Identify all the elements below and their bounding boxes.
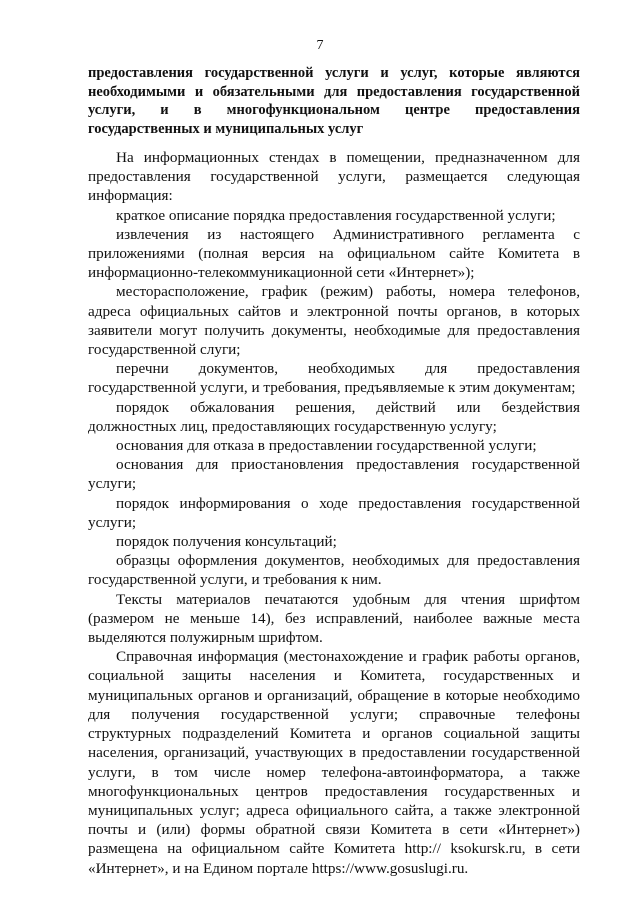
list-item: порядок обжалования решения, действий или бездействия должностных лиц, предоставляющих государственную услугу;: [88, 398, 580, 435]
list-item: порядок получения консультаций;: [116, 533, 337, 551]
paragraph: На информационных стендах в помещении, предназначенном для предоставления государственной услуги, размещается следующая информация:: [88, 149, 580, 205]
list-item: месторасположение, график (режим) работы, номера телефонов, адреса официальных сайтов и электронной почты органов, в которых заявители могут получить документы, необходимые для предоставления государственной слуги;: [88, 283, 580, 359]
list-item: образцы оформления документов, необходимых для предоставления государственной услуги, и требования к ним.: [88, 552, 580, 589]
list-item: перечни документов, необходимых для предоставления государственной услуги, и требования, предъявляемые к этим документам;: [88, 360, 580, 397]
paragraph: Тексты материалов печатаются удобным для чтения шрифтом (размером не меньше 14), без исправлений, наиболее важные места выделяются полужирным шрифтом.: [88, 590, 580, 647]
list-item: основания для отказа в предоставлении государственной услуги;: [116, 437, 537, 455]
list-item: извлечения из настоящего Административного регламента с приложениями (полная версия на официальном сайте Комитета в информационно-телекоммуникационной сети «Интернет»);: [88, 225, 580, 282]
list-item: порядок информирования о ходе предоставления государственной услуги;: [88, 494, 580, 531]
list-item: основания для приостановления предоставления государственной услуги;: [88, 456, 580, 493]
page-number: 7: [316, 38, 324, 53]
document-body: [88, 148, 580, 878]
list-item: краткое описание порядка предоставления государственной услуги;: [116, 206, 556, 224]
paragraph: Справочная информация (местонахождение и график работы органов, социальной защиты населения и Комитета, государственных и муниципальных органов и организаций, обращение в которые необходимо для получения государственной услуги; справочные телефоны структурных подразделений Комитета и органов социальной защиты населения, организаций, участвующих в предоставлении государственной услуги, в том числе номер телефона-автоинформатора, а также многофункциональных центров предоставления государственных и муниципальных услуг; адреса официального сайта, а также электронной почты и (или) формы обратной связи Комитета в сети «Интернет») размещена на официальном сайте Комитета http:// ksokursk.ru, в сети «Интернет», и на Едином портале https://www.gosuslugi.ru.: [88, 648, 580, 877]
section-heading: предоставления государственной услуги и услуг, которые являются необходимыми и обязательными для предоставления государственной услуги, и в многофункциональном центре предоставления государственных и муниципальных услуг: [88, 65, 580, 137]
